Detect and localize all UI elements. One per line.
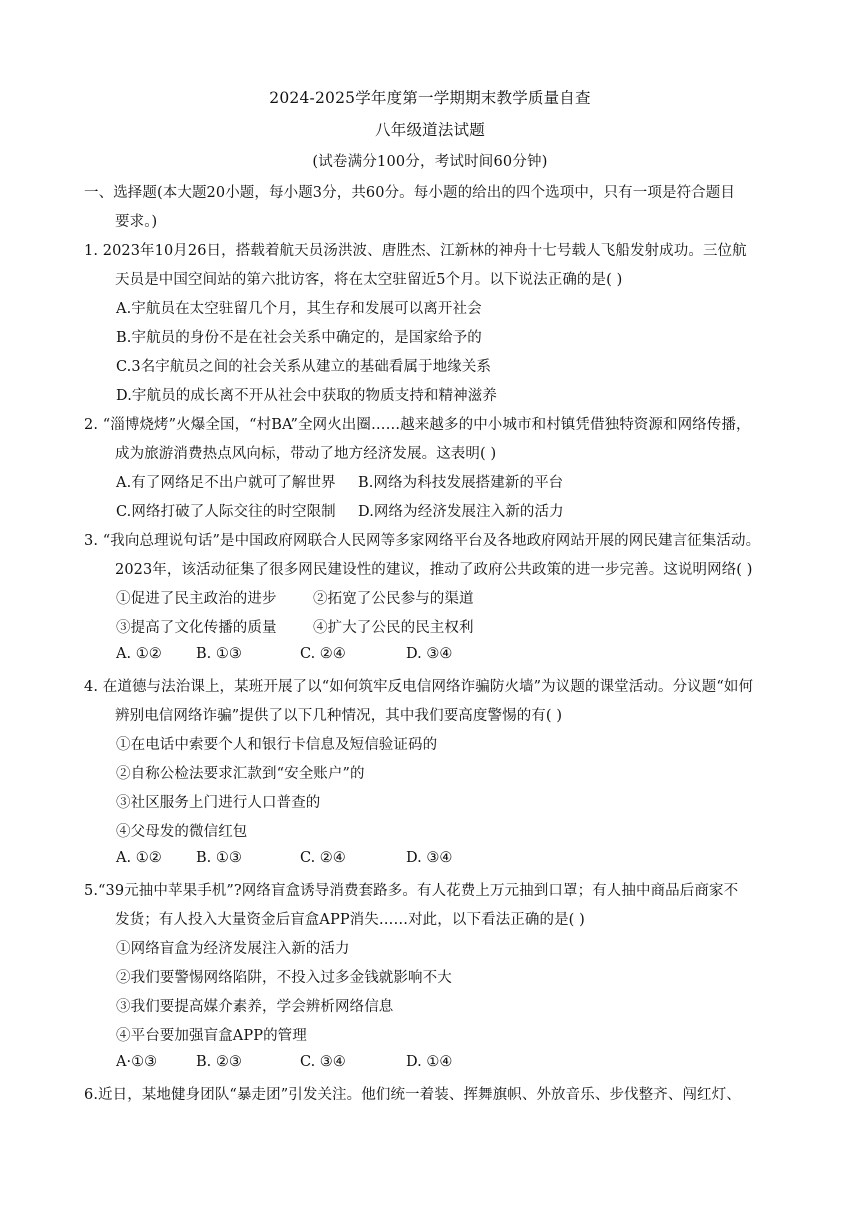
q4-statement-3: ③社区服务上门进行人口普查的 [116,795,321,811]
q3-option-d: D. ③④ [406,646,453,662]
q2-option-b: B.网络为科技发展搭建新的平台 [358,475,564,491]
q2-option-c: C.网络打破了人际交往的时空限制 [116,504,336,520]
section-heading-line1: 一、选择题(本大题20小题，每小题3分，共60分。每小题的给出的四个选项中，只有一项是符合题目 [84,185,735,201]
section-heading-line2: 要求。) [115,214,158,230]
q4-statement-2: ②自称公检法要求汇款到“安全账户”的 [116,766,365,782]
q5-statement-2: ②我们要警惕网络陷阱，不投入过多金钱就影响不大 [116,970,452,986]
q1-stem-line1: 1. 2023年10月26日，搭载着航天员汤洪波、唐胜杰、江新林的神舟十七号载人飞船发射成功。三位航 [84,243,747,259]
q4-stem-line1: 4. 在道德与法治课上，某班开展了以“如何筑牢反电信网络诈骗防火墙”为议题的课堂活动。分议题“如何 [84,679,754,695]
q4-option-a: A. ①② [116,850,162,866]
q3-option-b: B. ①③ [196,646,242,662]
q5-option-d: D. ①④ [406,1054,453,1070]
q2-stem-line1: 2. “淄博烧烤”火爆全国，“村BA”全网火出圈……越来越多的中小城市和村镇凭借独特资源和网络传播， [84,417,751,433]
q3-stem-line1: 3. “我向总理说句话”是中国政府网联合人民网等多家网络平台及各地政府网站开展的网民建言征集活动。 [84,533,761,549]
q5-statement-4: ④平台要加强盲盒APP的管理 [116,1028,307,1044]
q4-option-b: B. ①③ [196,850,242,866]
q1-stem-line2: 天员是中国空间站的第六批访客，将在太空驻留近5个月。以下说法正确的是( ) [115,272,623,288]
q3-statement-2: ②拓宽了公民参与的渠道 [313,591,474,607]
q1-option-d: D.宇航员的成长离不开从社会中获取的物质支持和精神滋养 [116,388,497,404]
q3-stem-line2: 2023年，该活动征集了很多网民建设性的建议，推动了政府公共政策的进一步完善。这说明网络( ) [115,562,753,578]
exam-title: 2024-2025学年度第一学期期末教学质量自查 [269,89,591,107]
q4-statement-1: ①在电话中索要个人和银行卡信息及短信验证码的 [116,737,438,753]
q3-option-a: A. ①② [116,646,162,662]
q4-stem-line2: 辨别电信网络诈骗”提供了以下几种情况，其中我们要高度警惕的有( ) [115,708,563,724]
q5-statement-1: ①网络盲盒为经济发展注入新的活力 [116,941,350,957]
q2-stem-line2: 成为旅游消费热点风向标，带动了地方经济发展。这表明( ) [115,446,497,462]
q4-statement-4: ④父母发的微信红包 [116,824,248,840]
exam-subtitle: 八年级道法试题 [375,121,485,139]
q2-option-a: A.有了网络足不出户就可了解世界 [116,475,336,491]
q3-statement-1: ①促进了民主政治的进步 [116,591,277,607]
q3-statement-4: ④扩大了公民的民主权利 [313,620,474,636]
q3-option-c: C. ②④ [300,646,346,662]
q5-option-a: A·①③ [116,1054,158,1070]
q6-stem-line1: 6.近日，某地健身团队“暴走团”引发关注。他们统一着装、挥舞旗帜、外放音乐、步伐整齐、闯红灯、 [84,1087,741,1103]
q2-option-d: D.网络为经济发展注入新的活力 [358,504,564,520]
q5-option-b: B. ②③ [196,1054,242,1070]
q5-statement-3: ③我们要提高媒介素养，学会辨析网络信息 [116,999,394,1015]
q5-option-c: C. ③④ [300,1054,346,1070]
q4-option-c: C. ②④ [300,850,346,866]
q1-option-a: A.宇航员在太空驻留几个月，其生存和发展可以离开社会 [116,301,482,317]
q1-option-c: C.3名宇航员之间的社会关系从建立的基础看属于地缘关系 [116,359,492,375]
q5-stem-line2: 发货；有人投入大量资金后盲盒APP消失……对此，以下看法正确的是( ) [115,912,585,928]
q3-statement-3: ③提高了文化传播的质量 [116,620,277,636]
q5-stem-line1: 5.“39元抽中苹果手机”?网络盲盒诱导消费套路多。有人花费上万元抽到口罩；有人抽中商品后商家不 [84,883,739,899]
q1-option-b: B.宇航员的身份不是在社会关系中确定的，是国家给予的 [116,330,482,346]
q4-option-d: D. ③④ [406,850,453,866]
exam-note: (试卷满分100分，考试时间60分钟) [312,154,548,170]
